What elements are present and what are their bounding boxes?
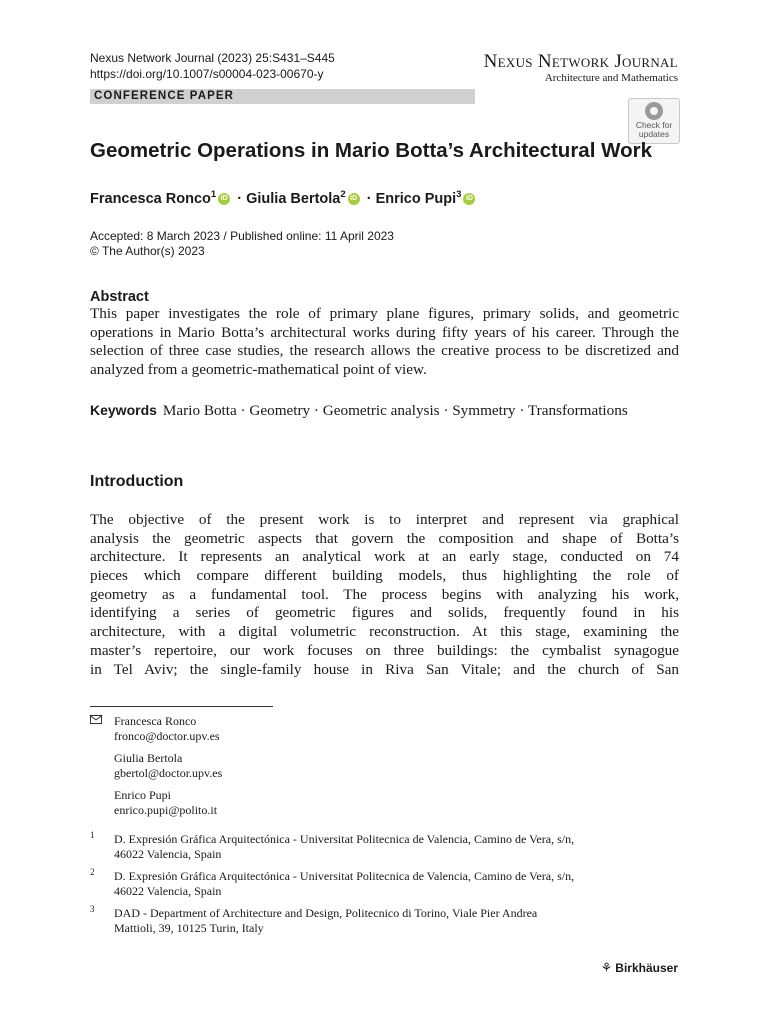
affiliation-number: 2 bbox=[90, 867, 95, 877]
journal-reference bbox=[90, 50, 335, 82]
doi-link[interactable]: https://doi.org/10.1007/s00004-023-00670-y bbox=[90, 67, 324, 81]
contact-name: Francesca Ronco bbox=[114, 714, 197, 728]
masthead-title: Nexus Network Journal bbox=[483, 51, 678, 72]
contact-name: Giulia Bertola bbox=[114, 751, 183, 765]
keywords bbox=[90, 401, 679, 421]
orcid-icon[interactable]: iD bbox=[348, 193, 360, 205]
author-list bbox=[90, 185, 478, 209]
author-name: Francesca Ronco bbox=[90, 190, 211, 207]
contact-entry bbox=[114, 714, 220, 744]
affiliation bbox=[114, 906, 674, 936]
footnote-divider bbox=[90, 706, 273, 707]
introduction-text bbox=[90, 511, 679, 679]
section-label-bar bbox=[90, 89, 475, 104]
affiliation-number: 3 bbox=[90, 904, 95, 914]
orcid-icon[interactable]: iD bbox=[218, 193, 230, 205]
affiliation-line: D. Expresión Gráfica Arquitectónica - Universitat Politecnica de Valencia, Camino de Vera, s/n, bbox=[114, 869, 575, 883]
publisher-name: Birkhäuser bbox=[615, 961, 678, 975]
journal-masthead bbox=[484, 52, 678, 85]
body-line: pieces which compare different building models, thus highlighting the role of bbox=[90, 567, 679, 585]
contact-email[interactable]: enrico.pupi@polito.it bbox=[114, 803, 218, 817]
check-updates-line1: Check for bbox=[635, 120, 673, 130]
affiliation-line: 46022 Valencia, Spain bbox=[114, 847, 222, 861]
keywords-text: Mario Botta · Geometry · Geometric analysis · Symmetry · Transformations bbox=[162, 402, 628, 419]
body-line: identifying a series of geometric figures and solids, frequently found in his bbox=[90, 604, 679, 622]
affiliation-number: 1 bbox=[90, 830, 95, 840]
author-affiliation-mark: 1 bbox=[210, 189, 217, 200]
author-name: Giulia Bertola bbox=[246, 190, 341, 207]
body-line: The objective of the present work is to interpret and represent via graphical bbox=[90, 511, 679, 528]
envelope-icon bbox=[90, 715, 102, 724]
contact-email[interactable]: gbertol@doctor.upv.es bbox=[114, 766, 223, 780]
contact-name: Enrico Pupi bbox=[114, 788, 171, 802]
author-separator: · bbox=[366, 190, 372, 207]
body-line: analysis the geometric aspects that govern the composition and shape of Botta’s bbox=[90, 529, 679, 547]
affiliation-line: Mattioli, 39, 10125 Turin, Italy bbox=[114, 921, 264, 935]
author-separator: · bbox=[237, 190, 243, 207]
crossmark-icon bbox=[645, 102, 663, 120]
introduction-heading: Introduction bbox=[90, 473, 184, 490]
publisher-logo bbox=[601, 960, 678, 976]
contact-email[interactable]: fronco@doctor.upv.es bbox=[114, 729, 220, 743]
author-affiliation-mark: 3 bbox=[456, 189, 462, 200]
author-name: Enrico Pupi bbox=[375, 190, 457, 207]
section-label: CONFERENCE PAPER bbox=[94, 90, 235, 102]
masthead-subtitle: Architecture and Mathematics bbox=[544, 72, 678, 84]
paper-title: Geometric Operations in Mario Botta’s Architectural Work bbox=[90, 139, 652, 162]
abstract-text: This paper investigates the role of primary plane figures, primary solids, and geometric operations in Mario Botta’s architectural works during fifty years of his career. Through the selection of three case studies, the research allows the creative process to be discretized and analyzed from a geometric-mathematical point of view. bbox=[90, 305, 679, 378]
check-updates-line2: updates bbox=[638, 129, 670, 139]
affiliation-line: D. Expresión Gráfica Arquitectónica - Universitat Politecnica de Valencia, Camino de Vera, s/n, bbox=[114, 832, 575, 846]
contact-entry bbox=[114, 788, 217, 818]
affiliation bbox=[114, 832, 674, 862]
keywords-label: Keywords bbox=[90, 402, 157, 418]
body-line: geometry as a fundamental tool. The process begins with analyzing his work, bbox=[90, 585, 679, 603]
body-line: master’s repertoire, our work focuses on three buildings: the cymbalist synagogue bbox=[90, 641, 679, 659]
body-line: architecture, with a digital volumetric reconstruction. At this stage, examining the bbox=[90, 623, 679, 641]
affiliation-line: DAD - Department of Architecture and Design, Politecnico di Torino, Viale Pier Andrea bbox=[114, 906, 538, 920]
contact-entry bbox=[114, 751, 222, 781]
copyright: © The Author(s) 2023 bbox=[90, 243, 205, 258]
author-affiliation-mark: 2 bbox=[340, 189, 346, 200]
body-line: in Tel Aviv; the single-family house in Riva San Vitale; and the church of San bbox=[90, 660, 679, 678]
publication-dates: Accepted: 8 March 2023 / Published online: 11 April 2023 bbox=[90, 229, 394, 243]
affiliation bbox=[114, 869, 674, 899]
birkhauser-icon: ⚘ bbox=[600, 960, 613, 975]
orcid-icon[interactable]: iD bbox=[463, 193, 475, 205]
affiliation-line: 46022 Valencia, Spain bbox=[114, 884, 222, 898]
body-line: architecture. It represents an analytical work at an early stage, conducted on 74 bbox=[90, 548, 679, 566]
abstract-heading: Abstract bbox=[90, 289, 149, 305]
journal-citation: Nexus Network Journal (2023) 25:S431–S445 bbox=[90, 51, 335, 65]
publication-info bbox=[90, 229, 394, 258]
